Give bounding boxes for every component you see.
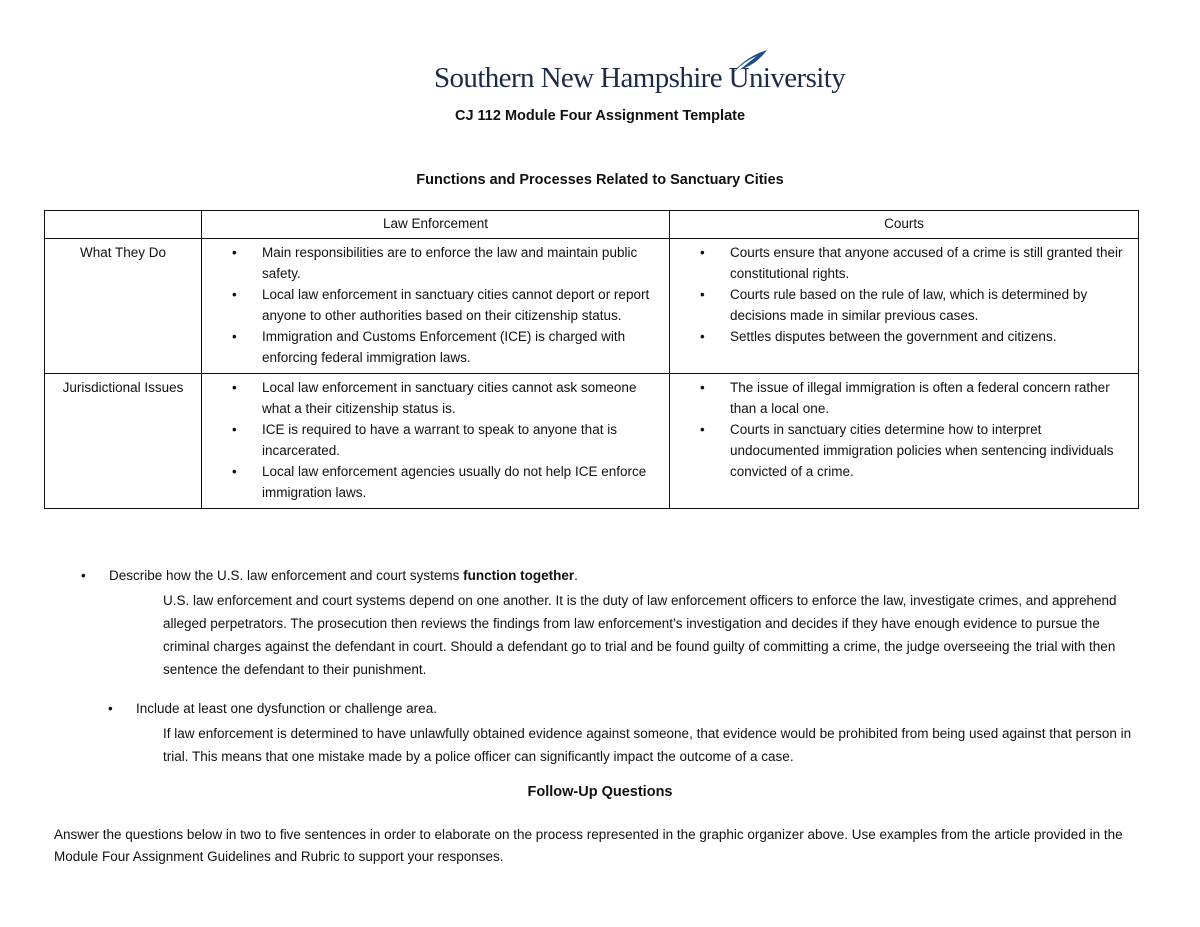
prompt-text: Describe how the U.S. law enforcement and court systems (109, 568, 464, 583)
cell-law-what-they-do (202, 239, 670, 374)
table-row (45, 239, 1139, 374)
followup-title: Follow-Up Questions (527, 784, 673, 800)
list-item: • Immigration and Customs Enforcement (ICE) is charged with enforcing federal immigration laws. (262, 326, 661, 368)
prompt-text: Include at least one dysfunction or challenge area. (136, 701, 437, 716)
header-cell-law-enforcement: Law Enforcement (202, 211, 670, 239)
document-title: CJ 112 Module Four Assignment Template (454, 108, 746, 124)
table-row (45, 374, 1139, 509)
answer-function-together: U.S. law enforcement and court systems depend on one another. It is the duty of law enforcement officers to enforce the law, investigate crimes, and apprehend alleged perpetrators. The prosecution then reviews the findings from law enforcement’s investigation and decides if they have enough evidence to pursue the criminal charges against the defendant in court. Should a defendant go to trial and be found guilty of committing a crime, the judge overseeing the trial with then sentence the defendant to their punishment. (163, 593, 1117, 677)
cell-courts-jurisdictional (670, 374, 1139, 509)
prompt-function-together (81, 568, 578, 583)
answer-dysfunction: If law enforcement is determined to have unlawfully obtained evidence against someone, that evidence would be prohibited from being used against that person in trial. This means that one mistake made by a police officer can significantly impact the outcome of a case. (163, 726, 1132, 764)
prompt-bold-text: function together (463, 568, 575, 583)
prompt-dysfunction (108, 701, 437, 716)
logo-wordmark: Southern New Hampshire University (434, 62, 846, 94)
bullet-icon: • (81, 568, 86, 583)
row-label-jurisdictional-issues: Jurisdictional Issues (45, 374, 202, 509)
list-item: • Courts in sanctuary cities determine how to interpret undocumented immigration policies when sentencing individuals convicted of a crime. (730, 419, 1130, 482)
list-item: • Local law enforcement in sanctuary cities cannot ask someone what a their citizenship status is. (262, 377, 661, 419)
list-item: • Local law enforcement agencies usually do not help ICE enforce immigration laws. (262, 461, 661, 503)
list-item: • ICE is required to have a warrant to speak to anyone that is incarcerated. (262, 419, 661, 461)
bullet-icon: • (108, 701, 113, 716)
list-item: • Main responsibilities are to enforce the law and maintain public safety. (262, 242, 661, 284)
organizer-table (44, 210, 1139, 509)
followup-intro: Answer the questions below in two to five sentences in order to elaborate on the process represented in the graphic organizer above. Use examples from the article provided in the Module Four Assignment Guidelines and Rubric to support your responses. (54, 827, 1123, 864)
list-item: • Courts rule based on the rule of law, which is determined by decisions made in similar previous cases. (730, 284, 1130, 326)
row-label-what-they-do: What They Do (45, 239, 202, 374)
section-title: Functions and Processes Related to Sanctuary Cities (416, 172, 784, 188)
list-item: • Courts ensure that anyone accused of a crime is still granted their constitutional rights. (730, 242, 1130, 284)
list-item: • The issue of illegal immigration is often a federal concern rather than a local one. (730, 377, 1130, 419)
list-item: • Local law enforcement in sanctuary cities cannot deport or report anyone to other authorities based on their citizenship status. (262, 284, 661, 326)
header-cell-courts: Courts (670, 211, 1139, 239)
list-item: • Settles disputes between the government and citizens. (730, 326, 1130, 347)
cell-courts-what-they-do (670, 239, 1139, 374)
prompt-suffix: . (574, 568, 578, 583)
table-header-row (45, 211, 1139, 239)
cell-law-jurisdictional (202, 374, 670, 509)
header-cell-empty (45, 211, 202, 239)
